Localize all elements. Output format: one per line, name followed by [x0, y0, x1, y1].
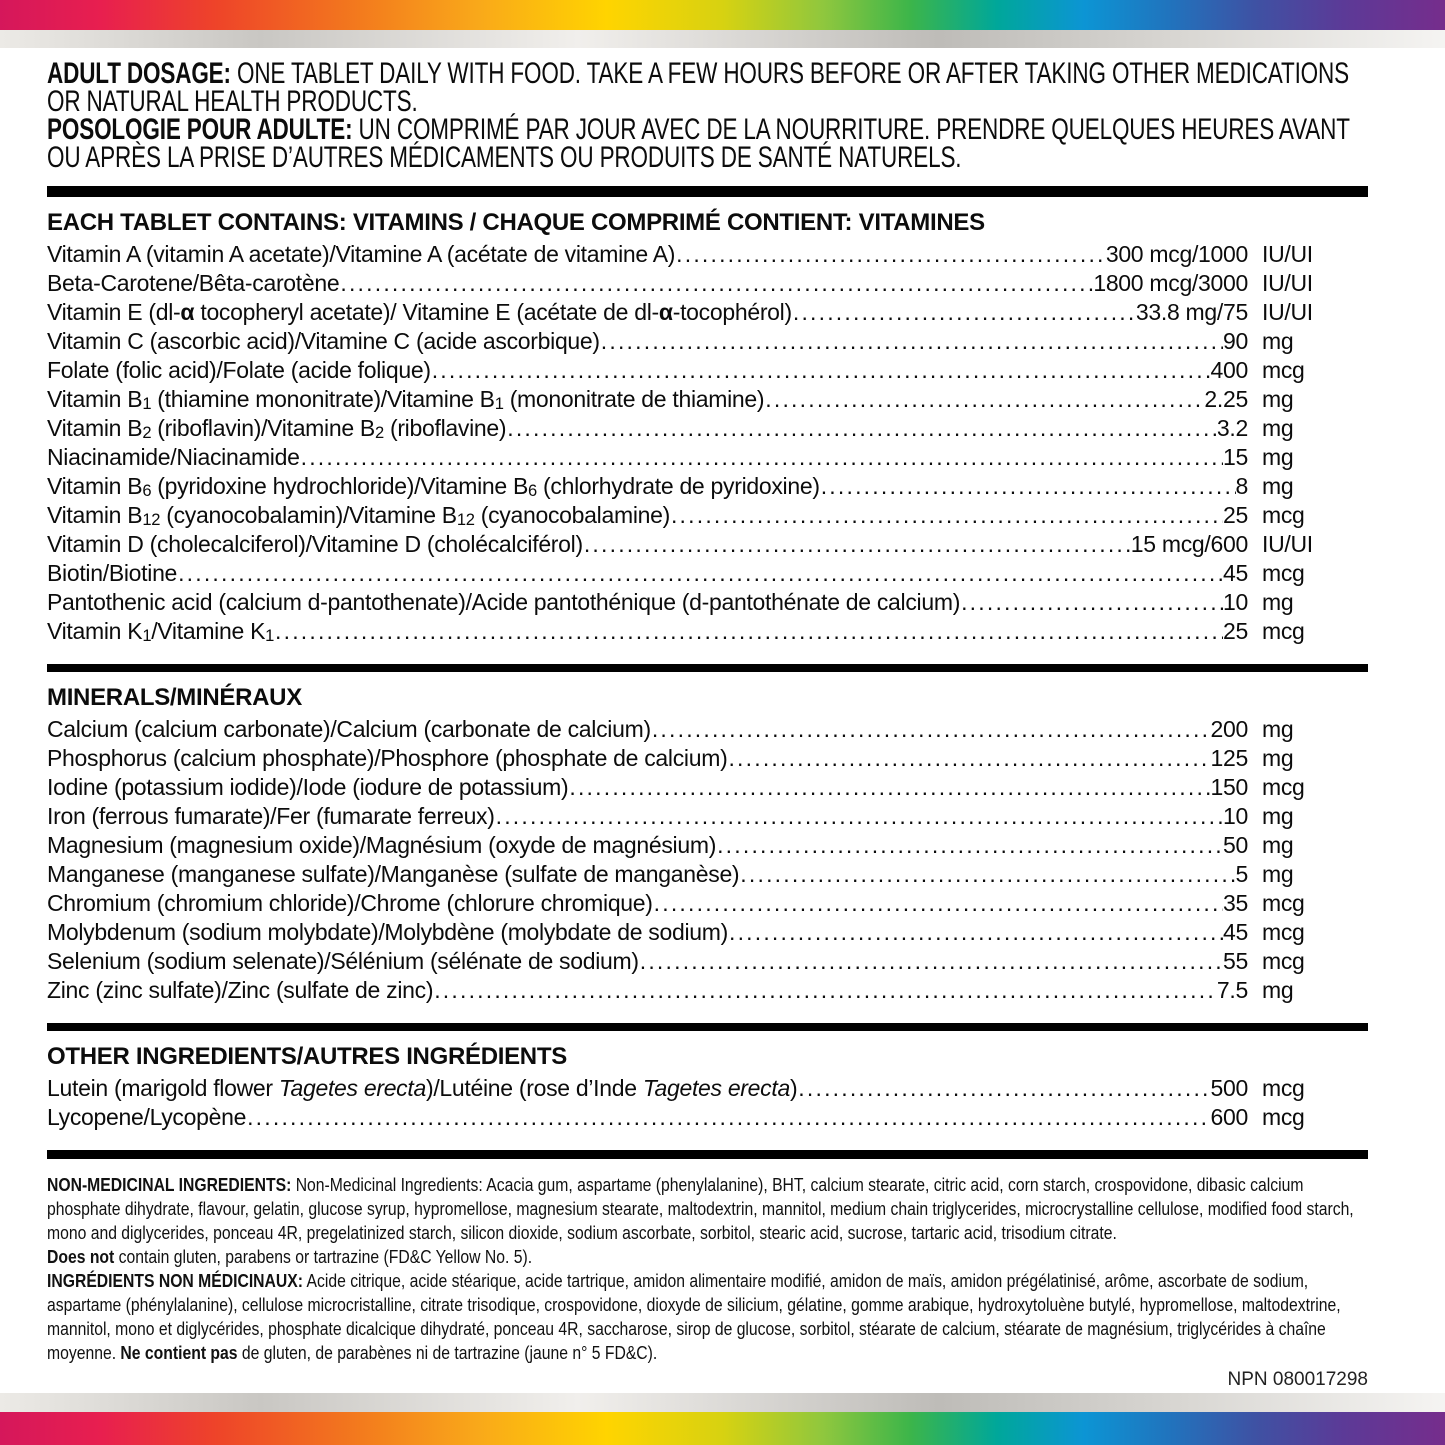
divider-rule — [47, 1150, 1368, 1159]
ingredient-row — [47, 443, 1368, 472]
ingredient-row — [47, 414, 1368, 443]
dot-leader — [600, 327, 1223, 356]
ingredient-unit: mg — [1262, 745, 1294, 771]
ingredient-amount: 500 — [1210, 1075, 1248, 1101]
dosage-paragraph — [47, 113, 1368, 174]
ingredient-amount: 55 — [1223, 948, 1248, 974]
ingredient-unit: IU/UI — [1262, 299, 1313, 325]
ingredient-section — [47, 209, 1368, 646]
ingredient-label: Iodine (potassium iodide)/Iode (iodure de potassium) — [47, 774, 569, 800]
ingredient-row — [47, 530, 1368, 559]
section-title: OTHER INGREDIENTS/AUTRES INGRÉDIENTS — [47, 1043, 567, 1070]
non-medicinal-text — [47, 1173, 1368, 1365]
ingredient-unit: mcg — [1262, 1075, 1305, 1101]
ingredient-label: Vitamin $B_6$ (pyridoxine hydrochloride)/Vitamine $B_6$ (chlorhydrate de pyridoxine) — [47, 473, 820, 501]
ingredient-label: Vitamin A (vitamin A acetate)/Vitamine A (acétate de vitamine A) — [47, 241, 676, 267]
footnote-paragraph — [47, 1173, 1368, 1245]
ingredient-unit: mcg — [1262, 1104, 1305, 1130]
ingredient-sections — [47, 209, 1368, 1159]
ingredient-amount: 8 — [1235, 473, 1248, 499]
ingredient-amount: 2.25 — [1204, 386, 1248, 412]
ingredient-row — [47, 588, 1368, 617]
dot-leader — [739, 860, 1235, 889]
dot-leader — [670, 501, 1223, 530]
ingredient-amount: 125 — [1210, 745, 1248, 771]
ingredient-label: Molybdenum (sodium molybdate)/Molybdène (molybdate de sodium) — [47, 919, 728, 945]
text: de gluten, de parabènes ni de tartrazine (jaune n° 5 FD&C). — [237, 1342, 658, 1363]
dot-leader — [568, 773, 1210, 802]
rainbow-bar-bottom — [0, 1412, 1445, 1445]
ingredient-row — [47, 1103, 1368, 1132]
ingredient-row — [47, 976, 1368, 1005]
ingredient-section — [47, 1043, 1368, 1132]
text: Acide citrique, acide stéarique, acide tartrique, amidon alimentaire modifié, amidon de maïs, amidon prégélatinisé, arôme, ascorbate de sodium, aspartame (phénylalanine), cellulose microcristalline, citrate trisodique, crospovidone, dioxyde de silicium, gélatine, gomme arabique, hydroxytoluène butylé, hypromellose, maltodextrine, mannitol, mono et diglycérides, phosphate dicalcique dihydraté, ponceau 4R, saccharose, sirop de glucose, sorbitol, stéarate de calcium, stéarate de magnésium, triglycérides à chaîne moyenne. — [47, 1270, 1341, 1363]
ingredient-label: Lutein (marigold flower Tagetes erecta)/Lutéine (rose d’Inde Tagetes erecta) — [47, 1075, 798, 1101]
ingredient-row — [47, 889, 1368, 918]
ingredient-unit: mcg — [1262, 502, 1305, 528]
dosage-paragraph — [47, 57, 1368, 118]
dot-leader — [177, 559, 1223, 588]
ingredient-label: Calcium (calcium carbonate)/Calcium (carbonate de calcium) — [47, 716, 651, 742]
ingredient-label: Iron (ferrous fumarate)/Fer (fumarate ferreux) — [47, 803, 495, 829]
ingredient-label: Chromium (chromium chloride)/Chrome (chlorure chromique) — [47, 890, 653, 916]
ingredient-unit: mg — [1262, 977, 1294, 1003]
ingredient-amount: 200 — [1210, 716, 1248, 742]
ingredient-row — [47, 918, 1368, 947]
bold-text: POSOLOGIE POUR ADULTE: — [47, 113, 353, 146]
dot-leader — [583, 530, 1131, 559]
ingredient-amount: 25 — [1223, 502, 1248, 528]
silver-bar-top — [0, 30, 1445, 48]
ingredient-label: Vitamin $B_2$ (riboflavin)/Vitamine $B_2$ (riboflavine) — [47, 415, 507, 443]
dot-leader — [764, 385, 1204, 414]
ingredient-unit: IU/UI — [1262, 241, 1313, 267]
ingredient-row — [47, 356, 1368, 385]
dot-leader — [960, 588, 1223, 617]
ingredient-unit: IU/UI — [1262, 531, 1313, 557]
ingredient-row — [47, 298, 1368, 327]
ingredient-label: Selenium (sodium selenate)/Sélénium (sélénate de sodium) — [47, 948, 639, 974]
ingredient-row — [47, 1074, 1368, 1103]
ingredient-row — [47, 715, 1368, 744]
dot-leader — [506, 414, 1217, 443]
dot-leader — [727, 744, 1210, 773]
non-medicinal-block — [47, 1173, 1368, 1365]
ingredient-amount: 33.8 mg/75 — [1135, 299, 1248, 325]
ingredient-amount: 10 — [1223, 589, 1248, 615]
ingredient-row — [47, 240, 1368, 269]
dot-leader — [653, 889, 1223, 918]
divider-rule — [47, 186, 1368, 197]
ingredient-label: Vitamin $K_1$/Vitamine $K_1$ — [47, 618, 275, 646]
ingredient-label: Vitamin C (ascorbic acid)/Vitamine C (acide ascorbique) — [47, 328, 600, 354]
ingredient-amount: 25 — [1223, 618, 1248, 644]
ingredient-amount: 7.5 — [1216, 977, 1248, 1003]
ingredient-label: Beta-Carotene/Bêta-carotène — [47, 270, 340, 296]
bold-text: Ne contient pas — [120, 1342, 238, 1363]
divider-rule — [47, 1023, 1368, 1031]
ingredient-unit: mcg — [1262, 948, 1305, 974]
ingredient-row — [47, 269, 1368, 298]
dot-leader — [246, 1103, 1210, 1132]
ingredient-label: Pantothenic acid (calcium d-pantothenate)/Acide pantothénique (d-pantothénate de calcium) — [47, 589, 961, 615]
dot-leader — [495, 802, 1223, 831]
ingredient-label: Vitamin $B_1$ (thiamine mononitrate)/Vitamine $B_1$ (mononitrate de thiamine) — [47, 386, 765, 414]
text: UN COMPRIMÉ PAR JOUR AVEC DE LA NOURRITURE. PRENDRE QUELQUES HEURES AVANT OU APRÈS LA PRISE D’AUTRES MÉDICAMENTS OU PRODUITS DE SANTÉ NATURELS. — [47, 113, 1350, 174]
ingredient-label: Biotin/Biotine — [47, 560, 178, 586]
ingredient-unit: mg — [1262, 803, 1294, 829]
dot-leader — [639, 947, 1223, 976]
bold-text: INGRÉDIENTS NON MÉDICINAUX: — [47, 1270, 303, 1291]
section-title: MINERALS/MINÉRAUX — [47, 684, 302, 711]
dot-leader — [716, 831, 1223, 860]
ingredient-row — [47, 327, 1368, 356]
ingredient-row — [47, 559, 1368, 588]
ingredient-row — [47, 617, 1368, 646]
rainbow-bar-top — [0, 0, 1445, 30]
dot-leader — [274, 617, 1223, 646]
dot-leader — [651, 715, 1211, 744]
ingredient-amount: 1800 mcg/3000 — [1093, 270, 1248, 296]
ingredient-amount: 3.2 — [1216, 415, 1248, 441]
footnote-paragraph — [47, 1269, 1368, 1365]
silver-bar-bottom — [0, 1393, 1445, 1412]
ingredient-amount: 400 — [1210, 357, 1248, 383]
dot-leader — [728, 918, 1223, 947]
ingredient-unit: mg — [1262, 386, 1294, 412]
text: ONE TABLET DAILY WITH FOOD. TAKE A FEW HOURS BEFORE OR AFTER TAKING OTHER MEDICATIONS OR NATURAL HEALTH PRODUCTS. — [47, 57, 1349, 118]
ingredient-unit: mg — [1262, 589, 1294, 615]
dot-leader — [433, 976, 1217, 1005]
ingredient-label: Niacinamide/Niacinamide — [47, 444, 300, 470]
ingredient-unit: mg — [1262, 444, 1294, 470]
ingredient-label: Vitamin $B_{12}$ (cyanocobalamin)/Vitamine $B_{12}$ (cyanocobalamine) — [47, 502, 670, 530]
dot-leader — [300, 443, 1223, 472]
ingredient-unit: mcg — [1262, 560, 1305, 586]
bold-text: NON-MEDICINAL INGREDIENTS: — [47, 1174, 292, 1195]
ingredient-unit: mcg — [1262, 890, 1305, 916]
ingredient-amount: 10 — [1223, 803, 1248, 829]
npn-number: NPN 080017298 — [1227, 1369, 1368, 1390]
ingredient-row — [47, 472, 1368, 501]
ingredient-unit: mg — [1262, 861, 1294, 887]
ingredient-label: Folate (folic acid)/Folate (acide folique) — [47, 357, 431, 383]
bottom-bars — [0, 1393, 1445, 1445]
dot-leader — [431, 356, 1211, 385]
ingredient-amount: 15 mcg/600 — [1130, 531, 1248, 557]
ingredient-label: Phosphorus (calcium phosphate)/Phosphore (phosphate de calcium) — [47, 745, 728, 771]
ingredient-row — [47, 744, 1368, 773]
ingredient-unit: mg — [1262, 328, 1294, 354]
bold-text: ADULT DOSAGE: — [47, 57, 231, 90]
ingredient-label: Vitamin D (cholecalciferol)/Vitamine D (cholécalciférol) — [47, 531, 583, 557]
ingredient-label: Vitamin E (dl-α tocopheryl acetate)/ Vitamine E (acétate de dl-α-tocophérol) — [47, 299, 792, 325]
ingredient-unit: mcg — [1262, 618, 1305, 644]
ingredient-row — [47, 947, 1368, 976]
ingredient-row — [47, 501, 1368, 530]
ingredient-row — [47, 802, 1368, 831]
ingredient-label: Manganese (manganese sulfate)/Manganèse (sulfate de manganèse) — [47, 861, 740, 887]
ingredient-row — [47, 773, 1368, 802]
ingredient-row — [47, 385, 1368, 414]
dot-leader — [675, 240, 1106, 269]
ingredient-amount: 45 — [1223, 919, 1248, 945]
ingredient-amount: 15 — [1223, 444, 1248, 470]
dosage-block — [47, 57, 1368, 174]
divider-rule — [47, 664, 1368, 672]
ingredient-unit: mg — [1262, 415, 1294, 441]
ingredient-amount: 5 — [1235, 861, 1248, 887]
ingredient-label: Zinc (zinc sulfate)/Zinc (sulfate de zinc) — [47, 977, 434, 1003]
ingredient-amount: 600 — [1210, 1104, 1248, 1130]
ingredient-unit: mcg — [1262, 919, 1305, 945]
ingredient-unit: mg — [1262, 716, 1294, 742]
text: Non-Medicinal Ingredients: Acacia gum, aspartame (phenylalanine), BHT, calcium stearate, citric acid, corn starch, crospovidone, dibasic calcium phosphate dihydrate, flavour, gelatin, glucose syrup, hypromellose, magnesium stearate, maltodextrin, mannitol, medium chain triglycerides, microcrystalline cellulose, modified food starch, mono and diglycerides, ponceau 4R, pregelatinized starch, silicon dioxide, sodium ascorbate, sorbitol, stearic acid, sucrose, tartaric acid, trisodium citrate. — [47, 1174, 1354, 1243]
ingredient-unit: IU/UI — [1262, 270, 1313, 296]
ingredient-amount: 50 — [1223, 832, 1248, 858]
dot-leader — [797, 1074, 1210, 1103]
ingredient-unit: mcg — [1262, 774, 1305, 800]
dot-leader — [792, 298, 1136, 327]
ingredient-amount: 150 — [1210, 774, 1248, 800]
section-title: EACH TABLET CONTAINS: VITAMINS / CHAQUE COMPRIMÉ CONTIENT: VITAMINES — [47, 209, 985, 236]
ingredient-unit: mg — [1262, 832, 1294, 858]
ingredient-label: Lycopene/Lycopène — [47, 1104, 247, 1130]
footnote-paragraph — [47, 1245, 1368, 1269]
ingredient-amount: 90 — [1223, 328, 1248, 354]
ingredient-label: Magnesium (magnesium oxide)/Magnésium (oxyde de magnésium) — [47, 832, 717, 858]
ingredient-row — [47, 860, 1368, 889]
bold-text: Does not — [47, 1246, 115, 1267]
ingredient-row — [47, 831, 1368, 860]
label-content — [0, 48, 1445, 1365]
ingredient-section — [47, 684, 1368, 1005]
ingredient-unit: mg — [1262, 473, 1294, 499]
dot-leader — [339, 269, 1093, 298]
ingredient-amount: 35 — [1223, 890, 1248, 916]
ingredient-unit: mcg — [1262, 357, 1305, 383]
dot-leader — [820, 472, 1236, 501]
ingredient-amount: 300 mcg/1000 — [1105, 241, 1248, 267]
text: contain gluten, parabens or tartrazine (FD&C Yellow No. 5). — [114, 1246, 533, 1267]
dosage-text — [47, 57, 1368, 174]
ingredient-amount: 45 — [1223, 560, 1248, 586]
